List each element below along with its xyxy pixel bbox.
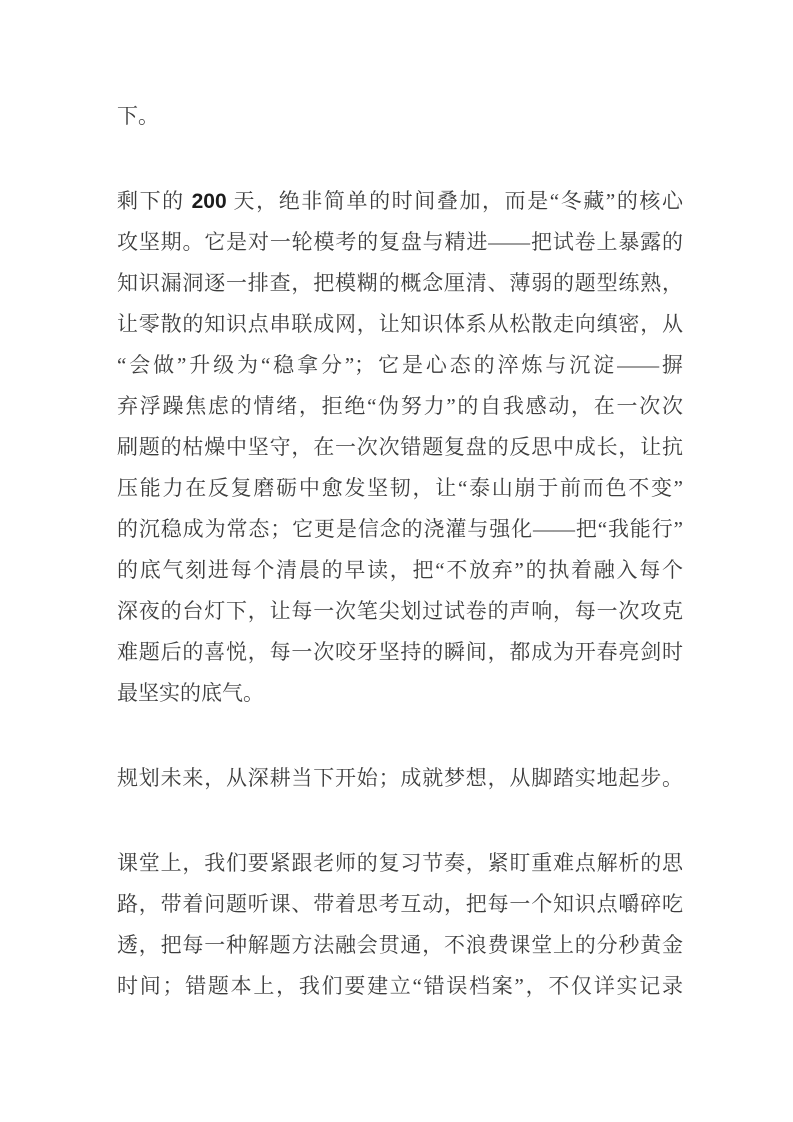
text-segment: 剩下的 bbox=[117, 189, 192, 213]
text-line: 压能力在反复磨砺中愈发坚韧，让“泰山崩于前而色不变” bbox=[117, 476, 683, 500]
text-line: 课堂上，我们要紧跟老师的复习节奏，紧盯重难点解析的思 bbox=[117, 851, 683, 875]
text-line: 攻坚期。它是对一轮模考的复盘与精进——把试卷上暴露的 bbox=[117, 230, 683, 254]
days-count-number: 200 bbox=[191, 190, 227, 213]
text-segment: 天，绝非简单的时间叠加，而是“冬藏”的核心 bbox=[226, 189, 683, 213]
text-line: 让零散的知识点串联成网，让知识体系从松散走向缜密，从 bbox=[117, 312, 683, 336]
text-line: 知识漏洞逐一排查，把模糊的概念厘清、薄弱的题型练熟， bbox=[117, 271, 683, 295]
text-line: 路，带着问题听课、带着思考互动，把每一个知识点嚼碎吃 bbox=[117, 892, 683, 916]
paragraph-4 bbox=[117, 843, 683, 1007]
text-line: 弃浮躁焦虑的情绪，拒绝“伪努力”的自我感动，在一次次 bbox=[117, 394, 683, 418]
text-line: 难题后的喜悦，每一次咬牙坚持的瞬间，都成为开春亮剑时 bbox=[117, 640, 683, 664]
paragraph-3 bbox=[117, 758, 683, 799]
text-line: 深夜的台灯下，让每一次笔尖划过试卷的声响，每一次攻克 bbox=[117, 599, 683, 623]
text-line bbox=[117, 181, 683, 222]
paragraph-2 bbox=[117, 181, 683, 714]
text-line: 的沉稳成为常态；它更是信念的浇灌与强化——把“我能行” bbox=[117, 517, 683, 541]
text-line: 规划未来，从深耕当下开始；成就梦想，从脚踏实地起步。 bbox=[117, 766, 683, 790]
text-line: 最坚实的底气。 bbox=[117, 681, 264, 705]
text-line: 的底气刻进每个清晨的早读，把“不放弃”的执着融入每个 bbox=[117, 558, 683, 582]
text-line: 时间；错题本上，我们要建立“错误档案”，不仅详实记录 bbox=[117, 974, 683, 998]
text-line: 透，把每一种解题方法融会贯通，不浪费课堂上的分秒黄金 bbox=[117, 933, 683, 957]
text-line: “会做”升级为“稳拿分”；它是心态的淬炼与沉淀——摒 bbox=[117, 353, 683, 377]
document-page bbox=[117, 96, 683, 1007]
paragraph-1 bbox=[117, 96, 683, 137]
text-line: 下。 bbox=[117, 104, 159, 128]
text-line: 刷题的枯燥中坚守，在一次次错题复盘的反思中成长，让抗 bbox=[117, 435, 683, 459]
